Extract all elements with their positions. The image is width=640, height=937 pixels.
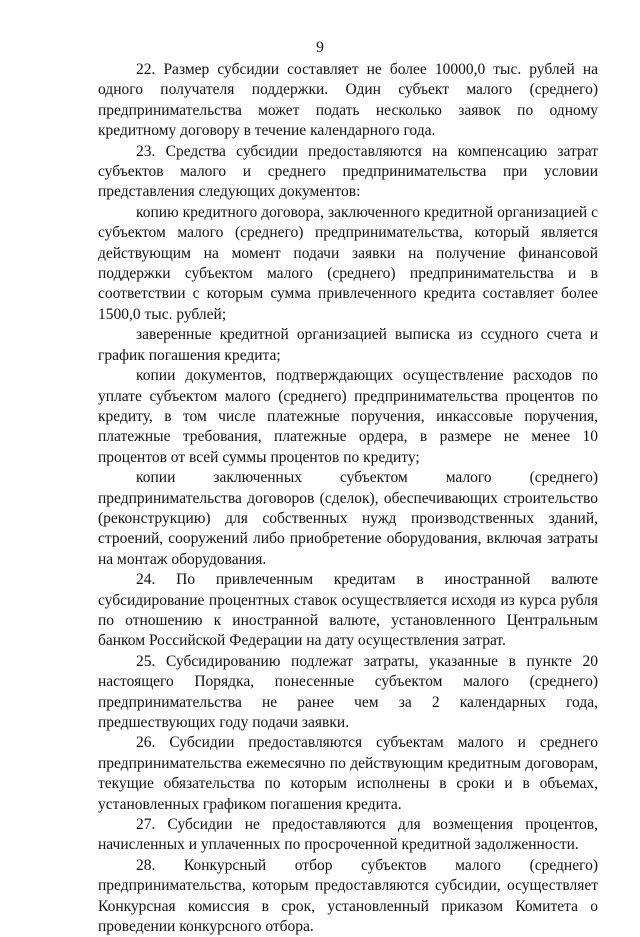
paragraph-26: 26. Субсидии предоставляются субъектам малого и среднего предпринимательства ежемесячно по действующим кредитным договорам, текущие обязательства по которым исполнены в сроки и в объемах, установленных графиком погашения кредита. — [98, 734, 598, 813]
paragraph-23-item-payment-documents: копии документов, подтверждающих осуществление расходов по уплате субъектом малого (среднего) предпринимательства процентов по кредиту, в том числе платежные поручения, инкассовые поручения, платежные требования, платежные ордера, в размере не менее 10 процентов от всей суммы процентов по кредиту; — [98, 367, 598, 466]
paragraph-28: 28. Конкурсный отбор субъектов малого (среднего) предпринимательства, которым предоставляются субсидии, осуществляет Конкурсная комиссия в срок, установленный приказом Комитета о проведении конкурсного отбора. — [98, 856, 598, 936]
paragraph-23-item-contracts: копии заключенных субъектом малого (среднего) предпринимательства договоров (сделок), обеспечивающих строительство (реконструкцию) для собственных нужд производственных зданий, строений, сооружений либо приобретение оборудования, включая затраты на монтаж оборудования. — [98, 469, 598, 568]
page-number: 9 — [316, 39, 324, 56]
paragraph-25: 25. Субсидированию подлежат затраты, указанные в пункте 20 настоящего Порядка, понесенные субъектом малого (среднего) предпринимательства не ранее чем за 2 календарных года, предшествующих году подачи заявки. — [98, 652, 598, 731]
paragraph-23-item-loan-statement: заверенные кредитной организацией выписка из ссудного счета и график погашения кредита; — [98, 326, 598, 364]
paragraph-27: 27. Субсидии не предоставляются для возмещения процентов, начисленных и уплаченных по просроченной кредитной задолженности. — [98, 816, 598, 854]
paragraph-22: 22. Размер субсидии составляет не более 10000,0 тыс. рублей на одного получателя поддержки. Один субъект малого (среднего) предпринимательства может подать несколько заявок по одному кредитному договору в течение календарного года. — [98, 61, 598, 140]
document-body — [98, 60, 598, 937]
paragraph-23-item-credit-agreement: копию кредитного договора, заключенного кредитной организацией с субъектом малого (среднего) предпринимательства, который является действующим на момент подачи заявки на получение финансовой поддержки субъектом малого (среднего) предпринимательства и в соответствии с которым сумма привлеченного кредита составляет более 1500,0 тыс. рублей; — [98, 203, 598, 323]
paragraph-24: 24. По привлеченным кредитам в иностранной валюте субсидирование процентных ставок осуществляется исходя из курса рубля по отношению к иностранной валюте, установленного Центральным банком Российской Федерации на дату осуществления затрат. — [98, 571, 598, 650]
paragraph-23: 23. Средства субсидии предоставляются на компенсацию затрат субъектов малого и среднего предпринимательства при условии представления следующих документов: — [98, 142, 598, 201]
